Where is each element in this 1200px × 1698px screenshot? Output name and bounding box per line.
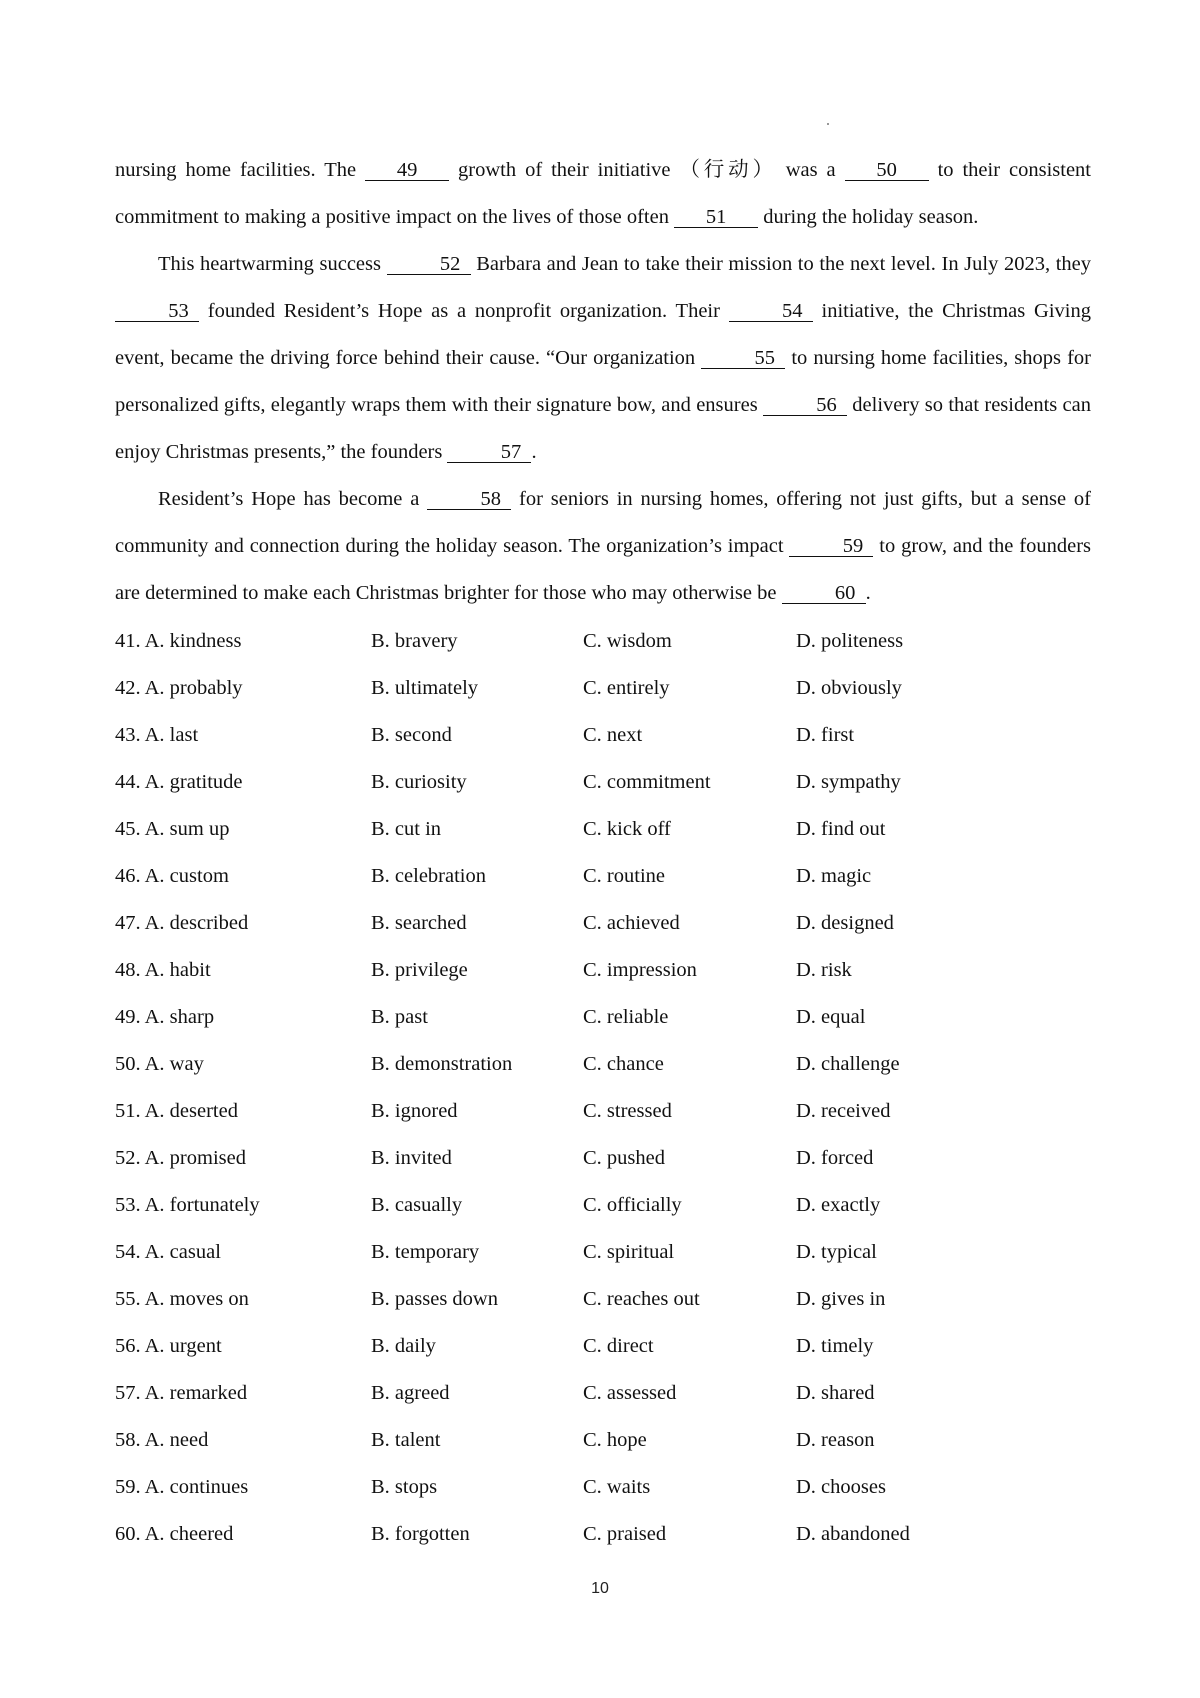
option-b: B. casually [371,1194,463,1216]
option-b: B. bravery [371,630,458,652]
question-row [115,1511,1015,1558]
question-row [115,1323,1015,1370]
option-c: C. stressed [583,1100,672,1122]
option-a: 53. A. fortunately [115,1194,260,1216]
text: during the holiday season. [758,206,979,228]
option-a: 58. A. need [115,1429,209,1451]
option-d: D. equal [796,1006,866,1028]
option-a: 56. A. urgent [115,1335,222,1357]
option-b: B. demonstration [371,1053,513,1075]
option-b: B. past [371,1006,428,1028]
option-d: D. received [796,1100,891,1122]
option-d: D. shared [796,1382,875,1404]
option-a: 47. A. described [115,912,249,934]
option-c: C. praised [583,1523,667,1545]
question-row [115,1088,1015,1135]
option-a: 55. A. moves on [115,1288,249,1310]
option-c: C. waits [583,1476,651,1498]
text: to nursing home facilities, shops for personalized gifts, elegantly wraps them with their signature bow, and ensures [115,347,1091,416]
option-c: C. entirely [583,677,670,699]
option-c: C. spiritual [583,1241,675,1263]
text: nursing home facilities. The [115,159,366,181]
option-d: D. forced [796,1147,874,1169]
option-a: 50. A. way [115,1053,204,1075]
option-a: 59. A. continues [115,1476,249,1498]
option-a: 45. A. sum up [115,818,230,840]
paragraph-3 [115,476,1091,617]
option-c: C. routine [583,865,665,887]
blank-53: 53 [115,301,199,322]
question-row [115,1182,1015,1229]
blank-56: 56 [763,395,847,416]
option-b: B. forgotten [371,1523,470,1545]
page-number: 10 [591,1580,609,1597]
question-row [115,1229,1015,1276]
option-d: D. risk [796,959,852,981]
scan-speck [827,123,829,125]
option-d: D. exactly [796,1194,881,1216]
option-b: B. ignored [371,1100,458,1122]
question-row [115,1417,1015,1464]
option-c: C. kick off [583,818,671,840]
option-d: D. abandoned [796,1523,910,1545]
option-c: C. assessed [583,1382,677,1404]
option-a: 46. A. custom [115,865,229,887]
option-d: D. sympathy [796,771,901,793]
option-d: D. designed [796,912,894,934]
option-a: 48. A. habit [115,959,211,981]
option-b: B. ultimately [371,677,479,699]
option-b: B. second [371,724,452,746]
option-b: B. curiosity [371,771,467,793]
option-d: D. chooses [796,1476,886,1498]
answer-options [115,618,1015,1558]
blank-58: 58 [427,489,511,510]
question-row [115,853,1015,900]
option-c: C. chance [583,1053,664,1075]
question-row [115,1041,1015,1088]
blank-55: 55 [701,348,785,369]
text: to grow, and the founders are determined to make each Christmas brighter for those who may otherwise be [115,535,1091,604]
option-c: C. impression [583,959,697,981]
option-b: B. passes down [371,1288,498,1310]
text: . [865,582,871,604]
option-c: C. achieved [583,912,680,934]
blank-50: 50 [845,160,929,181]
question-row [115,1464,1015,1511]
option-b: B. searched [371,912,467,934]
option-a: 52. A. promised [115,1147,246,1169]
option-c: C. pushed [583,1147,665,1169]
option-d: D. magic [796,865,872,887]
option-d: D. reason [796,1429,875,1451]
question-row [115,712,1015,759]
option-d: D. obviously [796,677,902,699]
option-a: 43. A. last [115,724,199,746]
text: for seniors in nursing homes, offering not just gifts, but a sense of community and connection during the holiday season. The organization’s impact [115,488,1091,557]
option-d: D. challenge [796,1053,900,1075]
question-row [115,1370,1015,1417]
text: initiative, the Christmas Giving event, became the driving force behind their cause. “Our organization [115,300,1091,369]
cloze-passage [115,147,1091,617]
option-d: D. first [796,724,855,746]
blank-60: 60 [782,583,866,604]
option-c: C. wisdom [583,630,672,652]
text: growth of their initiative （行动） was a [449,159,845,181]
option-a: 54. A. casual [115,1241,221,1263]
option-d: D. politeness [796,630,904,652]
option-b: B. talent [371,1429,441,1451]
option-d: D. typical [796,1241,877,1263]
text: . [531,441,537,463]
option-c: C. commitment [583,771,711,793]
option-d: D. gives in [796,1288,886,1310]
question-row [115,618,1015,665]
option-b: B. stops [371,1476,438,1498]
question-row [115,994,1015,1041]
text: founded Resident’s Hope as a nonprofit organization. Their [199,300,729,322]
blank-49: 49 [365,160,449,181]
blank-51: 51 [674,207,758,228]
question-row [115,947,1015,994]
text: This heartwarming success [158,253,387,275]
blank-59: 59 [789,536,873,557]
question-row [115,759,1015,806]
option-c: C. reaches out [583,1288,700,1310]
text: Barbara and Jean to take their mission to the next level. In July 2023, they [470,253,1091,275]
question-row [115,1135,1015,1182]
text: delivery so that residents can enjoy Christmas presents,” the founders [115,394,1092,463]
question-row [115,900,1015,947]
option-b: B. celebration [371,865,486,887]
option-b: B. cut in [371,818,442,840]
option-d: D. timely [796,1335,874,1357]
option-c: C. reliable [583,1006,669,1028]
option-c: C. hope [583,1429,647,1451]
option-a: 60. A. cheered [115,1523,234,1545]
option-c: C. direct [583,1335,654,1357]
option-c: C. next [583,724,643,746]
option-c: C. officially [583,1194,682,1216]
question-row [115,1276,1015,1323]
text: Resident’s Hope has become a [158,488,428,510]
option-b: B. privilege [371,959,468,981]
option-b: B. agreed [371,1382,450,1404]
option-b: B. daily [371,1335,436,1357]
blank-52: 52 [387,254,471,275]
option-a: 49. A. sharp [115,1006,215,1028]
option-a: 51. A. deserted [115,1100,238,1122]
blank-54: 54 [729,301,813,322]
option-b: B. temporary [371,1241,480,1263]
option-a: 41. A. kindness [115,630,242,652]
paragraph-2 [115,241,1091,476]
blank-57: 57 [447,442,531,463]
option-b: B. invited [371,1147,452,1169]
paragraph-1 [115,147,1091,241]
option-a: 44. A. gratitude [115,771,243,793]
option-d: D. find out [796,818,886,840]
question-row [115,665,1015,712]
option-a: 57. A. remarked [115,1382,248,1404]
question-row [115,806,1015,853]
text: to their consistent commitment to making a positive impact on the lives of those often [115,159,1091,228]
option-a: 42. A. probably [115,677,243,699]
